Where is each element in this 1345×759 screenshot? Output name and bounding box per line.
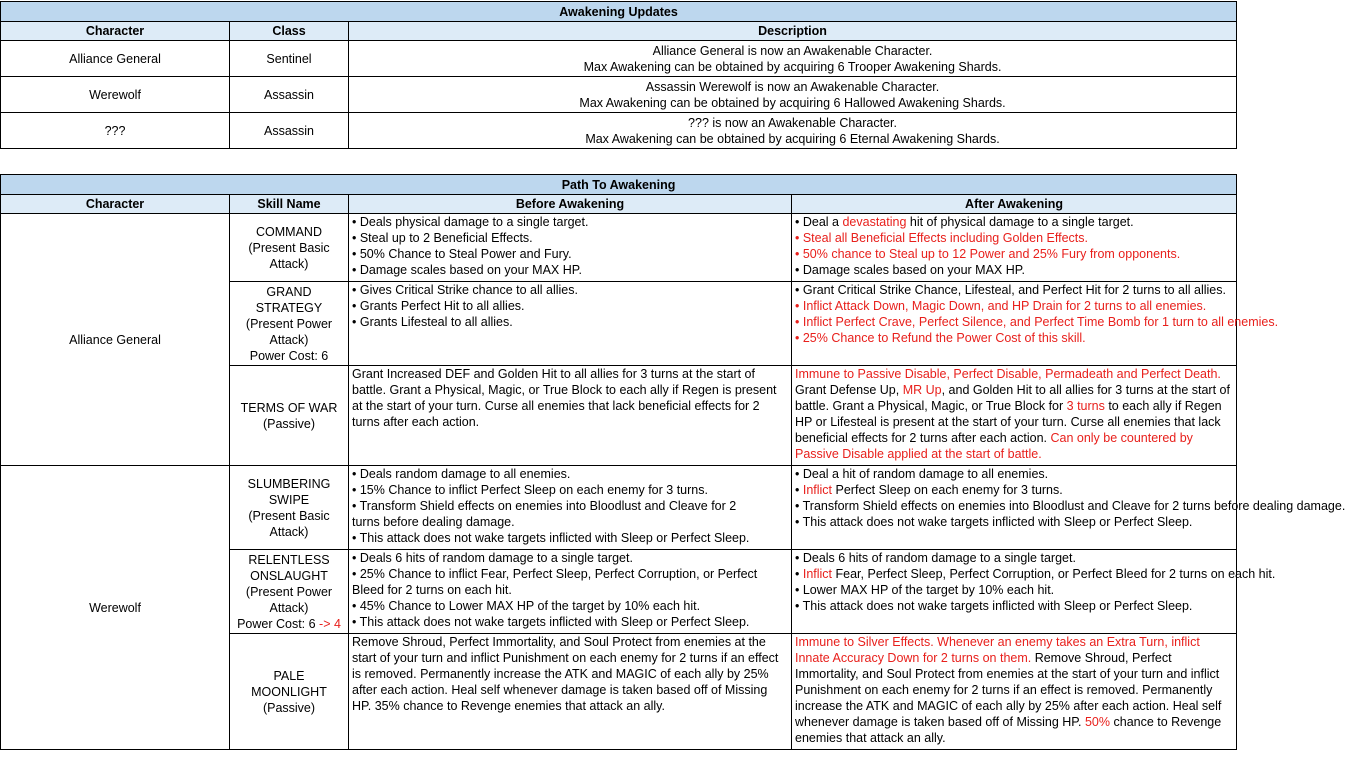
skill-line: Attack)	[269, 524, 309, 539]
description-cell	[349, 77, 1237, 113]
skill-line: GRAND	[266, 284, 312, 299]
awakening-updates-table	[0, 1, 1237, 149]
highlight-text: MR Up	[902, 383, 942, 397]
bullet-line: • 45% Chance to Lower MAX HP of the target by 10% each hit.	[352, 599, 701, 613]
highlight-text: Can only be countered by Passive Disable applied at the start of battle.	[795, 431, 1193, 461]
skill-line: (Passive)	[262, 416, 316, 431]
skill-line: PALE	[273, 668, 305, 683]
highlight-text: 3 turns	[1066, 399, 1105, 413]
text: Remove Shroud, Perfect Immortality, and Soul Protect from enemies at the start of your turn and inflict Punishment on each enemy for 2 turns if an effect is removed. Permanently increase the ATK and MAGIC of each ally by 25% after each action. Heal self whenever damage is taken based off of Missing HP.	[795, 651, 1222, 729]
text: chance to Revenge enemies that attack an ally.	[795, 715, 1222, 745]
skill-line: Attack)	[269, 600, 309, 615]
bullet-line: • Deal a hit of random damage to all enemies.	[795, 467, 1049, 481]
table-row	[1, 77, 1237, 113]
text: hit of physical damage to a single target.	[906, 215, 1134, 229]
highlight-text: Inflict	[802, 567, 833, 581]
before-cell	[349, 214, 792, 282]
table-title: Path To Awakening	[1, 175, 1237, 195]
before-cell: Remove Shroud, Perfect Immortality, and Soul Protect from enemies at the start of your turn and inflict Punishment on each enemy for 2 turns if an effect is removed. Permanently increase the ATK and MAGIC of each ally by 25% after each action. Heal self whenever damage is taken based off of Missing HP. 35% chance to Revenge enemies that attack an ally.	[349, 634, 792, 750]
description-cell	[349, 113, 1237, 149]
skill-name-cell	[230, 466, 349, 550]
skill-line: (Present Power	[245, 316, 333, 331]
bullet-line: • Steal up to 2 Beneficial Effects.	[352, 231, 533, 245]
character-cell: Alliance General	[1, 41, 230, 77]
highlight-text: -> 4	[319, 616, 341, 631]
text: Grant Defense Up,	[795, 383, 903, 397]
bullet-line: turns before dealing damage.	[352, 515, 515, 529]
column-header-skill-name: Skill Name	[230, 195, 349, 214]
bullet-line: • Grants Perfect Hit to all allies.	[352, 299, 525, 313]
bullet-line: • This attack does not wake targets inflicted with Sleep or Perfect Sleep.	[795, 599, 1193, 613]
skill-line: STRATEGY	[255, 300, 323, 315]
bullet-line: • 50% chance to Steal up to 12 Power and 25% Fury from opponents.	[795, 247, 1181, 261]
before-cell	[349, 282, 792, 366]
text: •	[795, 567, 803, 581]
table-row	[1, 41, 1237, 77]
skill-line: (Present Basic	[248, 240, 330, 255]
bullet-line: • Transform Shield effects on enemies into Bloodlust and Cleave for 2 turns before dealing damage.	[795, 499, 1345, 513]
skill-name-cell	[230, 366, 349, 466]
path-to-awakening-table	[0, 174, 1345, 750]
before-cell	[349, 550, 792, 634]
bullet-line: • This attack does not wake targets inflicted with Sleep or Perfect Sleep.	[795, 515, 1193, 529]
bullet-line: • Damage scales based on your MAX HP.	[795, 263, 1025, 277]
description-line: Max Awakening can be obtained by acquiring 6 Hallowed Awakening Shards.	[579, 95, 1006, 110]
skill-line: SWIPE	[268, 492, 310, 507]
character-cell: Werewolf	[1, 466, 230, 750]
before-cell	[349, 466, 792, 550]
power-cost-line	[233, 616, 345, 632]
skill-name-cell	[230, 214, 349, 282]
bullet-line: • Deals random damage to all enemies.	[352, 467, 571, 481]
bullet-line: • 25% Chance to Refund the Power Cost of this skill.	[795, 331, 1086, 345]
skill-name-cell	[230, 634, 349, 750]
column-header-character: Character	[1, 22, 230, 41]
text: •	[795, 483, 803, 497]
bullet-line: • Grant Critical Strike Chance, Lifesteal, and Perfect Hit for 2 turns to all allies.	[795, 283, 1226, 297]
description-line: ??? is now an Awakenable Character.	[688, 115, 897, 130]
skill-line: (Passive)	[262, 700, 316, 715]
text: Perfect Sleep on each enemy for 3 turns.	[832, 483, 1063, 497]
skill-name-cell	[230, 550, 349, 634]
skill-line: ONSLAUGHT	[250, 568, 328, 583]
column-header-before: Before Awakening	[349, 195, 792, 214]
skill-line: SLUMBERING	[247, 476, 331, 491]
after-cell	[792, 366, 1237, 466]
character-cell: ???	[1, 113, 230, 149]
skill-line: Attack)	[269, 332, 309, 347]
skill-line: Attack)	[269, 256, 309, 271]
bullet-line: • Damage scales based on your MAX HP.	[352, 263, 582, 277]
highlight-text: Immune to Passive Disable, Perfect Disable, Permadeath and Perfect Death.	[795, 367, 1221, 381]
bullet-line	[795, 566, 1276, 582]
after-cell	[792, 282, 1279, 366]
skill-line: RELENTLESS	[248, 552, 330, 567]
bullet-line: • Grants Lifesteal to all allies.	[352, 315, 513, 329]
before-cell: Grant Increased DEF and Golden Hit to all allies for 3 turns at the start of battle. Grant a Physical, Magic, or True Block to each ally if Regen is present at the start of your turn. Curse all enemies that lack beneficial effects for 2 turns after each action.	[349, 366, 792, 466]
bullet-line: • Lower MAX HP of the target by 10% each hit.	[795, 583, 1055, 597]
text: Power Cost: 6	[237, 616, 320, 631]
bullet-line: • Steal all Beneficial Effects including Golden Effects.	[795, 231, 1088, 245]
column-header-after: After Awakening	[792, 195, 1237, 214]
bullet-line: • Inflict Attack Down, Magic Down, and HP Drain for 2 turns to all enemies.	[795, 299, 1207, 313]
class-cell: Assassin	[230, 77, 349, 113]
bullet-line: • Deals 6 hits of random damage to a single target.	[352, 551, 633, 565]
description-line: Max Awakening can be obtained by acquiring 6 Trooper Awakening Shards.	[583, 59, 1002, 74]
description-cell	[349, 41, 1237, 77]
after-cell	[792, 214, 1237, 282]
skill-line: MOONLIGHT	[251, 684, 327, 699]
bullet-line: • Deals physical damage to a single target.	[352, 215, 589, 229]
table-row	[1, 113, 1237, 149]
bullet-line: • This attack does not wake targets inflicted with Sleep or Perfect Sleep.	[352, 531, 750, 545]
description-line: Alliance General is now an Awakenable Character.	[652, 43, 933, 58]
bullet-line: • Gives Critical Strike chance to all allies.	[352, 283, 578, 297]
character-cell: Alliance General	[1, 214, 230, 466]
bullet-line: Bleed for 2 turns on each hit.	[352, 583, 512, 597]
highlight-text: 50%	[1084, 715, 1111, 729]
table-row	[1, 214, 1237, 282]
column-header-class: Class	[230, 22, 349, 41]
skill-line: (Present Power	[245, 584, 333, 599]
table-row	[1, 466, 1237, 550]
text: Fear, Perfect Sleep, Perfect Corruption, or Perfect Bleed for 2 turns on each hit.	[832, 567, 1276, 581]
character-cell: Werewolf	[1, 77, 230, 113]
bullet-line: • This attack does not wake targets inflicted with Sleep or Perfect Sleep.	[352, 615, 750, 629]
highlight-text: Immune to Silver Effects. Whenever an enemy takes an Extra Turn, inflict Innate Accuracy Down for 2 turns on them.	[795, 635, 1200, 665]
class-cell: Assassin	[230, 113, 349, 149]
text: to each ally if Regen HP or Lifesteal is present at the start of your turn. Curse all enemies that lack beneficial effects for 2 turns after each action.	[795, 399, 1222, 445]
bullet-line: • Deals 6 hits of random damage to a single target.	[795, 551, 1076, 565]
bullet-line: • 50% Chance to Steal Power and Fury.	[352, 247, 572, 261]
after-cell	[792, 550, 1276, 634]
skill-name-cell	[230, 282, 349, 366]
bullet-line	[795, 482, 1233, 498]
bullet-line: • Inflict Perfect Crave, Perfect Silence, and Perfect Time Bomb for 1 turn to all enemies.	[795, 315, 1279, 329]
text: , and Golden Hit to all allies for 3 turns at the start of battle. Grant a Physical, Magic, or True Block for	[795, 383, 1230, 413]
highlight-text: devastating	[842, 215, 907, 229]
description-line: Max Awakening can be obtained by acquiring 6 Eternal Awakening Shards.	[585, 131, 1000, 146]
bullet-line: • Transform Shield effects on enemies into Bloodlust and Cleave for 2	[352, 499, 737, 513]
skill-line: TERMS OF WAR	[240, 400, 338, 415]
skill-line: COMMAND	[256, 224, 322, 239]
skill-line: (Present Basic	[248, 508, 330, 523]
bullet-line	[795, 214, 1233, 230]
highlight-text: Inflict	[802, 483, 833, 497]
text: • Deal a	[795, 215, 843, 229]
after-cell	[792, 634, 1237, 750]
skill-line: Power Cost: 6	[249, 348, 329, 363]
column-header-description: Description	[349, 22, 1237, 41]
after-cell	[792, 466, 1345, 550]
description-line: Assassin Werewolf is now an Awakenable Character.	[645, 79, 940, 94]
table-title: Awakening Updates	[1, 2, 1237, 22]
bullet-line: • 25% Chance to inflict Fear, Perfect Sleep, Perfect Corruption, or Perfect	[352, 567, 758, 581]
column-header-character: Character	[1, 195, 230, 214]
bullet-line: • 15% Chance to inflict Perfect Sleep on each enemy for 3 turns.	[352, 483, 708, 497]
class-cell: Sentinel	[230, 41, 349, 77]
